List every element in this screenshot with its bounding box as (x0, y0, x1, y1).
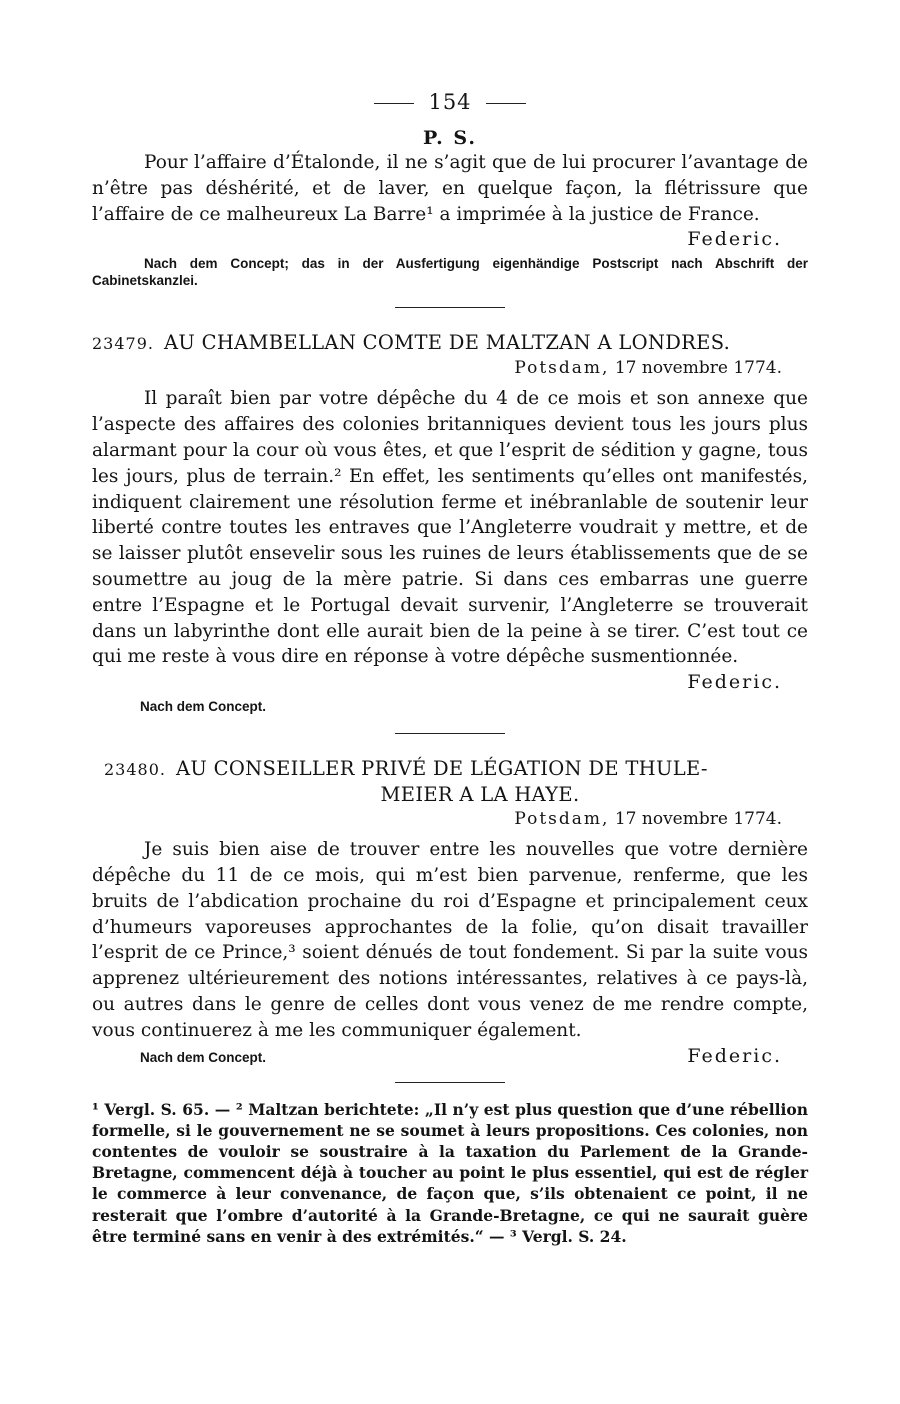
section-divider (395, 307, 505, 308)
letter-23480 (92, 756, 808, 1067)
letter-title-line1: AU CONSEILLER PRIVÉ DE LÉGATION DE THULE- (175, 757, 708, 781)
letter-body: Je suis bien aise de trouver entre les nouvelles que votre dernière dépêche du 11 de ce mois, qui m’est bien parvenue, renferme, que les bruits de l’abdication prochaine du roi d’Espagne et principalement ceux d’humeurs vaporeuses approchantes de la folie, qu’on disait travailler l’esprit de ce Prince,³ soient dénués de tout fondement. Si par la suite vous apprenez ultérieurement des notions intéressantes, relatives à ce pays-là, ou autres dans le genre de celles dont vous venez de me rendre compte, vous continuerez à me les communiquer également. (92, 839, 808, 1041)
letter-heading (92, 330, 808, 356)
header-dash-right (486, 103, 526, 104)
letter-place: Potsdam, (514, 809, 610, 830)
postscript-signature: Federic. (687, 228, 782, 251)
letter-source-note: Nach dem Concept. (140, 1049, 267, 1065)
letter-closing (92, 1044, 808, 1068)
letter-date: 17 novembre 1774. (614, 358, 782, 379)
letter-source-note: Nach dem Concept. (140, 699, 267, 715)
document-page (92, 88, 808, 1262)
footnote-divider (395, 1082, 505, 1083)
letter-title: AU CHAMBELLAN COMTE DE MALTZAN A LONDRES. (163, 331, 731, 355)
letter-23479 (92, 330, 808, 715)
letter-signature: Federic. (687, 1044, 782, 1067)
letter-number: 23479. (92, 334, 154, 354)
page-number: 154 (428, 90, 472, 114)
letter-body: Il paraît bien par votre dépêche du 4 de ce mois et son annexe que l’aspecte des affaires des colonies britanniques devient tous les jours plus alarmant pour la cour où vous êtes, et que l’esprit de sédition y gagne, tous les jours, plus de terrain.² En effet, les sentiments qu’elles ont manifestés, indiquent clairement une résolution ferme et inébranlable de soutenir leur liberté contre toutes les entraves que l’Angleterre voudrait y mettre, et de se laisser plutôt ensevelir sous les ruines de leurs établissements que de se soumettre au joug de la mère patrie. Si dans ces embarras une guerre entre l’Espagne et le Portugal devait survenir, l’Angleterre se trouverait dans un labyrinthe dont elle aurait bien de la peine à se tirer. C’est tout ce qui me reste à vous dire en réponse à votre dépêche susmentionnée. (92, 388, 808, 668)
letter-number: 23480. (104, 760, 166, 780)
footnotes: ¹ Vergl. S. 65. — ² Maltzan berichtete: „Il n’y est plus question que d’une rébellion formelle, si le gouvernement ne se soumet à leurs propositions. Ces colonies, non contentes de vouloir se soustraire à la taxation du Parlement de la Grande-Bretagne, commencent déjà à toucher au point le plus essentiel, qui est de régler le commerce à leur convenance, de façon que, s’ils obtenaient ce point, il ne resterait que l’ombre d’autorité à la Grande-Bretagne, ce qui ne saurait guère être terminé sans en venir à des extrémités.“ — ³ Vergl. S. 24. (92, 1099, 808, 1246)
section-divider (395, 733, 505, 734)
letter-dateline (92, 356, 808, 380)
letter-place: Potsdam, (514, 358, 610, 379)
letter-heading (92, 756, 808, 782)
letter-dateline (92, 807, 808, 831)
header-dash-left (374, 103, 414, 104)
letter-title-line2: MEIER A LA HAYE. (380, 783, 580, 807)
postscript-body: Pour l’affaire d’Étalonde, il ne s’agit que de lui procurer l’avantage de n’être pas déshérité, et de laver, en quelque façon, la flétrissure que l’affaire de ce malheureux La Barre¹ a imprimée à la justice de France. (92, 152, 808, 225)
page-header (92, 88, 808, 116)
letter-date: 17 novembre 1774. (614, 809, 782, 830)
postscript-heading: P. S. (422, 127, 478, 149)
letter-signature: Federic. (687, 671, 782, 694)
postscript-source-note: Nach dem Concept; das in der Ausfertigung eigenhändige Postscript nach Abschrift der Cabinetskanzlei. (92, 256, 808, 289)
